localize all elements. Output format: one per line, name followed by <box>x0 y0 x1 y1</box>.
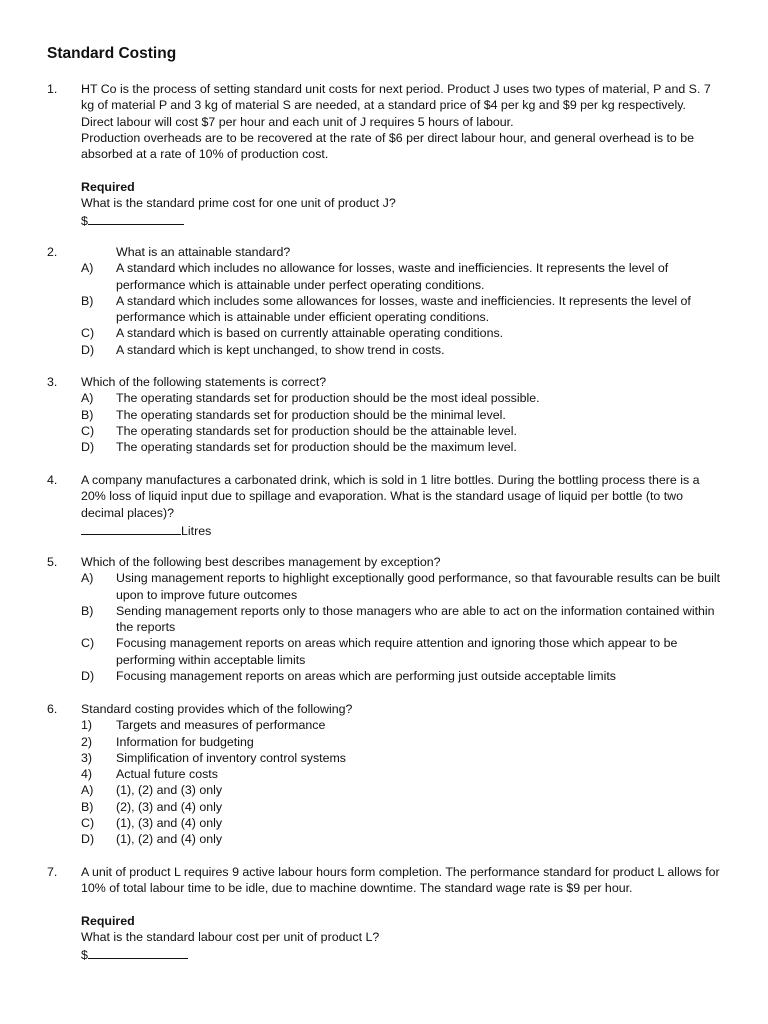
option[interactable] <box>81 635 721 668</box>
question-stem: Which of the following best describes management by exception? <box>81 555 441 569</box>
option-label: A) <box>81 261 94 276</box>
option[interactable] <box>81 668 721 684</box>
option[interactable] <box>81 439 721 455</box>
option[interactable] <box>81 799 721 815</box>
option[interactable] <box>81 831 721 847</box>
option-text: The operating standards set for production should be the most ideal possible. <box>116 391 540 406</box>
answer-blank[interactable] <box>88 211 184 225</box>
item-text: Simplification of inventory control systems <box>116 750 347 765</box>
item-text: Information for budgeting <box>116 734 254 749</box>
option-label: A) <box>81 391 94 406</box>
question-1 <box>0 81 768 230</box>
option-label: A) <box>81 783 94 798</box>
required-heading: Required <box>81 913 135 928</box>
list-item <box>81 750 721 766</box>
option-text: The operating standards set for production should be the maximum level. <box>116 440 517 455</box>
answer-blank[interactable] <box>88 945 188 959</box>
option-text: (1), (3) and (4) only <box>116 816 223 831</box>
option-label: A) <box>81 571 94 586</box>
item-text: Targets and measures of performance <box>116 718 326 733</box>
option-label: C) <box>81 423 95 438</box>
question-number: 6. <box>47 702 58 716</box>
question-number: 3. <box>47 375 58 389</box>
question-4 <box>0 472 768 539</box>
option-text: Sending management reports only to those managers who are able to act on the information contained within the reports <box>116 603 715 635</box>
option[interactable] <box>81 815 721 831</box>
option-text: A standard which includes no allowance for losses, waste and inefficiencies. It represents the level of performance which is attainable under perfect operating conditions. <box>116 261 669 292</box>
question-number: 7. <box>47 865 58 879</box>
question-2 <box>0 244 768 358</box>
option[interactable] <box>81 342 721 358</box>
question-text: HT Co is the process of setting standard unit costs for next period. Product J uses two types of material, P and S. 7 kg of material P and 3 kg of material S are needed, at a standard price of $4 per kg and $9 per kg respectively. <box>81 82 711 113</box>
option-text: Focusing management reports on areas which are performing just outside acceptable limits <box>116 669 617 684</box>
option-text: (1), (2) and (3) only <box>116 783 223 798</box>
question-text: A unit of product L requires 9 active labour hours form completion. The performance standard for product L allows for 10% of total labour time to be idle, due to machine downtime. The standard wage rate is $9 per hour. <box>81 865 720 896</box>
option-text: The operating standards set for production should be the attainable level. <box>116 423 517 438</box>
list-item <box>81 734 721 750</box>
currency-prefix: $ <box>81 214 88 229</box>
option-label: D) <box>81 440 95 455</box>
page-title: Standard Costing <box>47 45 177 62</box>
option-text: Using management reports to highlight exceptionally good performance, so that favourable results can be built upon to improve future outcomes <box>116 571 721 602</box>
option[interactable] <box>81 325 721 341</box>
option-text: The operating standards set for production should be the minimal level. <box>116 407 506 422</box>
list-item <box>81 717 721 733</box>
option[interactable] <box>81 603 721 636</box>
option-label: C) <box>81 816 95 831</box>
list-item <box>81 766 721 782</box>
question-3 <box>0 374 768 455</box>
item-text: Actual future costs <box>116 767 218 782</box>
item-label: 3) <box>81 750 93 765</box>
option-label: C) <box>81 636 95 651</box>
option-text: (1), (2) and (4) only <box>116 832 223 847</box>
option-label: D) <box>81 669 95 684</box>
question-number: 5. <box>47 555 58 569</box>
option-label: D) <box>81 342 95 357</box>
answer-line <box>81 521 721 539</box>
option-text: (2), (3) and (4) only <box>116 799 223 814</box>
question-stem: What is an attainable standard? <box>116 245 291 259</box>
option[interactable] <box>81 293 721 326</box>
question-text: Direct labour will cost $7 per hour and each unit of J requires 5 hours of labour. <box>81 114 514 129</box>
option-text: Focusing management reports on areas which require attention and ignoring those which appear to be performing within acceptable limits <box>116 636 678 667</box>
required-heading: Required <box>81 179 135 194</box>
option-label: D) <box>81 832 95 847</box>
question-stem: Standard costing provides which of the following? <box>81 702 353 716</box>
option[interactable] <box>81 260 721 293</box>
question-5 <box>0 554 768 684</box>
option-label: B) <box>81 603 94 618</box>
option-label: B) <box>81 293 94 308</box>
item-label: 1) <box>81 718 93 733</box>
option-text: A standard which is kept unchanged, to show trend in costs. <box>116 342 445 357</box>
option[interactable] <box>81 423 721 439</box>
option[interactable] <box>81 782 721 798</box>
question-number: 1. <box>47 82 58 96</box>
question-text: A company manufactures a carbonated drink, which is sold in 1 litre bottles. During the bottling process there is a 20% loss of liquid input due to spillage and evaporation. What is the standard usage of liquid per bottle (to two decimal places)? <box>81 473 700 520</box>
currency-prefix: $ <box>81 948 88 963</box>
question-7 <box>0 864 768 964</box>
question-stem: Which of the following statements is correct? <box>81 375 327 389</box>
option[interactable] <box>81 407 721 423</box>
item-label: 4) <box>81 767 93 782</box>
question-number: 2. <box>47 245 58 259</box>
option[interactable] <box>81 570 721 603</box>
question-6 <box>0 701 768 848</box>
option-text: A standard which includes some allowances for losses, waste and inefficiencies. It represents the level of performance which is attainable under efficient operating conditions. <box>116 293 691 325</box>
answer-line <box>81 945 721 963</box>
question-text: Production overheads are to be recovered at the rate of $6 per direct labour hour, and general overhead is to be absorbed at a rate of 10% of production cost. <box>81 130 695 162</box>
unit-suffix: Litres <box>181 523 212 538</box>
question-number: 4. <box>47 473 58 487</box>
question-prompt: What is the standard prime cost for one unit of product J? <box>81 196 396 211</box>
option-text: A standard which is based on currently attainable operating conditions. <box>116 326 504 341</box>
option-label: B) <box>81 407 94 422</box>
answer-line <box>81 211 721 229</box>
option[interactable] <box>81 390 721 406</box>
question-prompt: What is the standard labour cost per unit of product L? <box>81 930 380 945</box>
option-label: B) <box>81 799 94 814</box>
item-label: 2) <box>81 734 93 749</box>
option-label: C) <box>81 326 95 341</box>
answer-blank[interactable] <box>81 521 181 535</box>
